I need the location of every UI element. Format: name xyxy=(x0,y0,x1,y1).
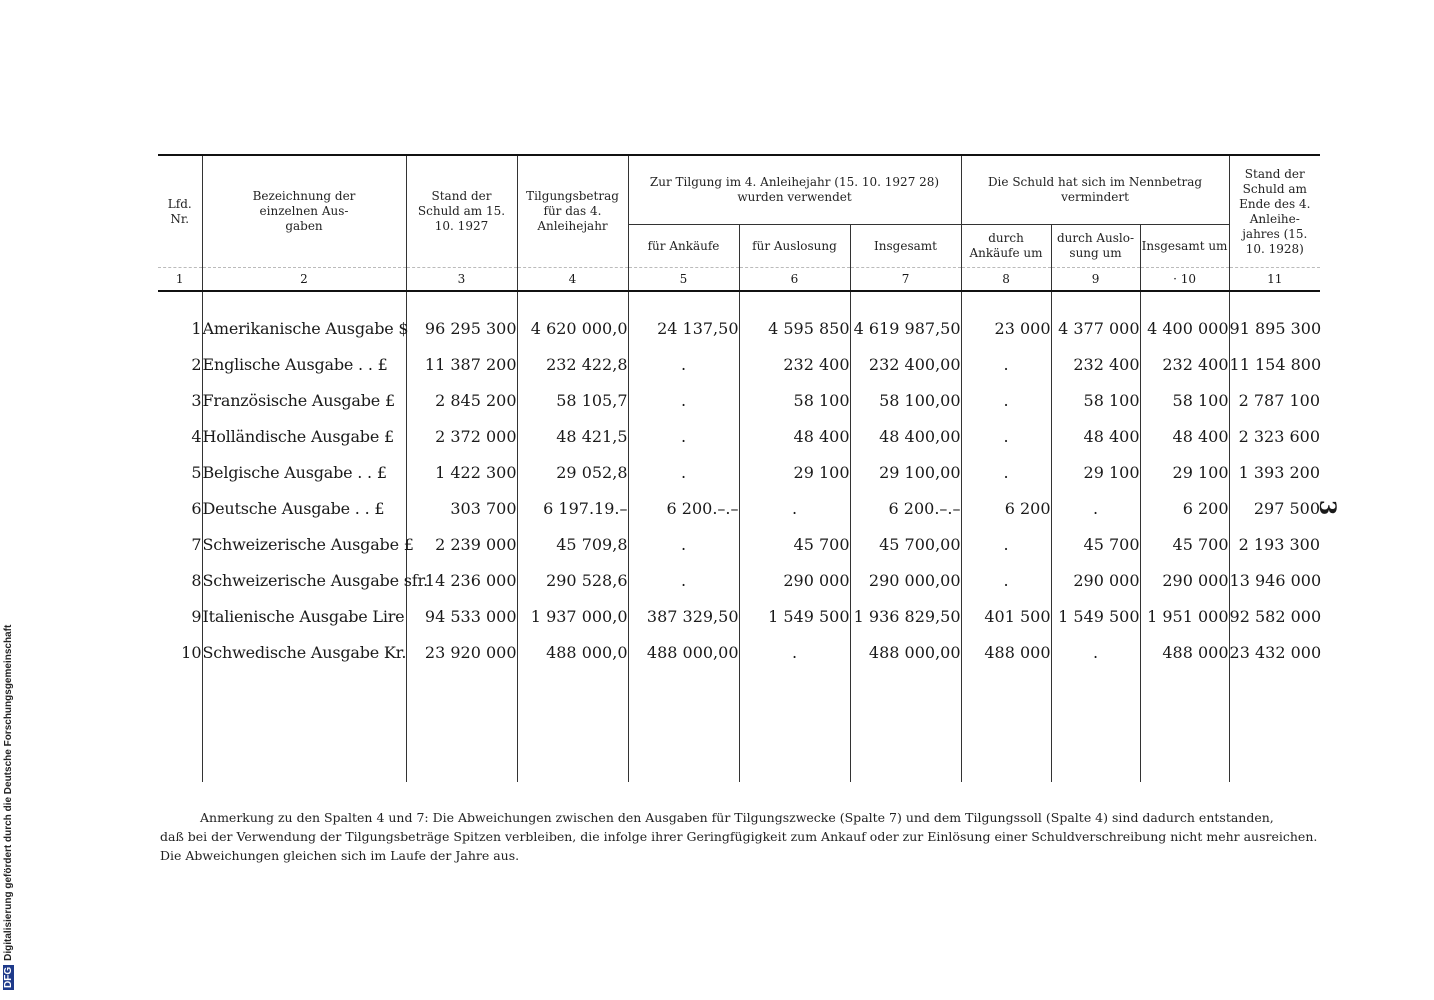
column-number: 6 xyxy=(739,268,850,292)
debt-table xyxy=(158,154,1320,782)
row-insgesamt-um: 45 700 xyxy=(1140,526,1229,562)
row-ende: 2 323 600 xyxy=(1229,418,1320,454)
row-insgesamt: 29 100,00 xyxy=(850,454,961,490)
row-nr: 1 xyxy=(191,318,202,338)
table-row xyxy=(158,418,1320,454)
row-stand: 94 533 000 xyxy=(406,598,517,634)
column-number: 5 xyxy=(628,268,739,292)
row-nr: 8 xyxy=(191,570,202,590)
page-number: 3 xyxy=(1314,500,1340,516)
column-number: 4 xyxy=(517,268,628,292)
row-ende: 92 582 000 xyxy=(1229,598,1320,634)
row-stand: 1 422 300 xyxy=(406,454,517,490)
row-ende: 297 500 xyxy=(1229,490,1320,526)
footnote-line: Die Abweichungen gleichen sich im Laufe der Jahre aus. xyxy=(160,848,520,863)
row-name: Italienische Ausgabe Lire xyxy=(202,598,406,634)
row-insgesamt: 48 400,00 xyxy=(850,418,961,454)
table-row xyxy=(158,598,1320,634)
row-insgesamt-um: 488 000 xyxy=(1140,634,1229,670)
row-stand: 2 845 200 xyxy=(406,382,517,418)
row-insgesamt: 58 100,00 xyxy=(850,382,961,418)
row-ende: 2 787 100 xyxy=(1229,382,1320,418)
row-name: Englische Ausgabe . . £ xyxy=(202,346,406,382)
row-auslosung: 1 549 500 xyxy=(739,598,850,634)
row-durch-auslosung: 29 100 xyxy=(1051,454,1140,490)
row-durch-ankaeufe: . xyxy=(961,562,1051,598)
row-insgesamt-um: 290 000 xyxy=(1140,562,1229,598)
row-durch-ankaeufe: . xyxy=(961,526,1051,562)
row-tilgung: 1 937 000,0 xyxy=(517,598,628,634)
header-durch-ankaeufe: durch Ankäufe um xyxy=(961,225,1051,268)
row-ende: 91 895 300 xyxy=(1229,291,1320,346)
row-tilgung: 232 422,8 xyxy=(517,346,628,382)
row-ende: 11 154 800 xyxy=(1229,346,1320,382)
table-row xyxy=(158,291,1320,346)
row-tilgung: 4 620 000,0 xyxy=(517,291,628,346)
row-ende: 2 193 300 xyxy=(1229,526,1320,562)
row-insgesamt-um: 1 951 000 xyxy=(1140,598,1229,634)
row-nr: 9 xyxy=(191,606,202,626)
row-durch-auslosung: 290 000 xyxy=(1051,562,1140,598)
header-insgesamt-um: Insgesamt um xyxy=(1140,225,1229,268)
row-insgesamt-um: 4 400 000 xyxy=(1140,291,1229,346)
row-auslosung: 58 100 xyxy=(739,382,850,418)
row-insgesamt: 232 400,00 xyxy=(850,346,961,382)
row-durch-auslosung: 45 700 xyxy=(1051,526,1140,562)
row-durch-auslosung: . xyxy=(1051,490,1140,526)
row-tilgung: 45 709,8 xyxy=(517,526,628,562)
row-auslosung: 290 000 xyxy=(739,562,850,598)
row-insgesamt-um: 29 100 xyxy=(1140,454,1229,490)
table-row xyxy=(158,382,1320,418)
row-stand: 2 239 000 xyxy=(406,526,517,562)
column-number: 7 xyxy=(850,268,961,292)
row-insgesamt: 45 700,00 xyxy=(850,526,961,562)
column-number: 8 xyxy=(961,268,1051,292)
row-nr: 3 xyxy=(191,390,202,410)
header-durch-auslosung: durch Auslo-sung um xyxy=(1051,225,1140,268)
row-insgesamt: 290 000,00 xyxy=(850,562,961,598)
row-name: Schweizerische Ausgabe sfr. xyxy=(202,562,406,598)
row-durch-ankaeufe: . xyxy=(961,454,1051,490)
row-nr: 6 xyxy=(191,498,202,518)
header-fuer-ankaeufe: für Ankäufe xyxy=(628,225,739,268)
footnote xyxy=(160,808,1320,865)
table-row xyxy=(158,526,1320,562)
row-insgesamt: 4 619 987,50 xyxy=(850,291,961,346)
row-auslosung: 232 400 xyxy=(739,346,850,382)
table-row xyxy=(158,454,1320,490)
header-fuer-auslosung: für Auslosung xyxy=(739,225,850,268)
row-ankaeufe: . xyxy=(628,526,739,562)
row-ankaeufe: . xyxy=(628,418,739,454)
row-tilgung: 48 421,5 xyxy=(517,418,628,454)
row-ende: 23 432 000 xyxy=(1229,634,1320,670)
row-ankaeufe: 6 200.–.– xyxy=(628,490,739,526)
header-tilgung-group: Zur Tilgung im 4. Anleihejahr (15. 10. 1927 28) wurden verwendet xyxy=(628,155,961,225)
row-nr: 7 xyxy=(191,534,202,554)
row-tilgung: 488 000,0 xyxy=(517,634,628,670)
row-stand: 23 920 000 xyxy=(406,634,517,670)
row-ankaeufe: 24 137,50 xyxy=(628,291,739,346)
row-tilgung: 29 052,8 xyxy=(517,454,628,490)
side-credit xyxy=(3,625,14,990)
row-durch-ankaeufe: . xyxy=(961,418,1051,454)
row-durch-auslosung: 48 400 xyxy=(1051,418,1140,454)
side-credit-text: Digitalisierung gefördert durch die Deutsche Forschungsgemeinschaft xyxy=(3,624,14,961)
row-name: Schweizerische Ausgabe £ xyxy=(202,526,406,562)
row-insgesamt: 1 936 829,50 xyxy=(850,598,961,634)
column-number: 1 xyxy=(158,268,202,292)
row-tilgung: 58 105,7 xyxy=(517,382,628,418)
row-nr: 5 xyxy=(191,462,202,482)
row-ankaeufe: . xyxy=(628,346,739,382)
row-durch-auslosung: . xyxy=(1051,634,1140,670)
row-name: Holländische Ausgabe £ xyxy=(202,418,406,454)
row-stand: 11 387 200 xyxy=(406,346,517,382)
row-name: Deutsche Ausgabe . . £ xyxy=(202,490,406,526)
table-row xyxy=(158,562,1320,598)
row-ankaeufe: 387 329,50 xyxy=(628,598,739,634)
row-nr: 4 xyxy=(191,426,202,446)
row-durch-ankaeufe: 401 500 xyxy=(961,598,1051,634)
row-name: Belgische Ausgabe . . £ xyxy=(202,454,406,490)
row-name: Französische Ausgabe £ xyxy=(202,382,406,418)
row-insgesamt-um: 58 100 xyxy=(1140,382,1229,418)
row-ende: 1 393 200 xyxy=(1229,454,1320,490)
table-filler-row xyxy=(158,670,1320,782)
row-auslosung: 48 400 xyxy=(739,418,850,454)
header-lfd-nr: Lfd. Nr. xyxy=(158,155,202,268)
row-insgesamt-um: 48 400 xyxy=(1140,418,1229,454)
row-ankaeufe: 488 000,00 xyxy=(628,634,739,670)
row-durch-ankaeufe: . xyxy=(961,382,1051,418)
row-stand: 14 236 000 xyxy=(406,562,517,598)
row-name: Schwedische Ausgabe Kr. xyxy=(202,634,406,670)
row-insgesamt-um: 232 400 xyxy=(1140,346,1229,382)
table-row xyxy=(158,634,1320,670)
row-auslosung: 4 595 850 xyxy=(739,291,850,346)
row-tilgung: 290 528,6 xyxy=(517,562,628,598)
row-auslosung: . xyxy=(739,490,850,526)
row-auslosung: 29 100 xyxy=(739,454,850,490)
row-ankaeufe: . xyxy=(628,454,739,490)
header-stand: Stand der Schuld am 15. 10. 1927 xyxy=(406,155,517,268)
row-durch-auslosung: 4 377 000 xyxy=(1051,291,1140,346)
row-ankaeufe: . xyxy=(628,382,739,418)
column-number: 11 xyxy=(1229,268,1320,292)
row-durch-ankaeufe: . xyxy=(961,346,1051,382)
footnote-line: daß bei der Verwendung der Tilgungsbeträge Spitzen verbleiben, die infolge ihrer Geringfügigkeit zum Ankauf oder zur Einlösung einer Schuldverschreibung nicht mehr ausreichen. xyxy=(160,829,1318,844)
row-durch-ankaeufe: 6 200 xyxy=(961,490,1051,526)
row-name: Amerikanische Ausgabe $ xyxy=(202,291,406,346)
table-row xyxy=(158,490,1320,526)
row-auslosung: 45 700 xyxy=(739,526,850,562)
row-stand: 303 700 xyxy=(406,490,517,526)
row-nr: 10 xyxy=(181,642,202,662)
row-durch-ankaeufe: 23 000 xyxy=(961,291,1051,346)
row-tilgung: 6 197.19.– xyxy=(517,490,628,526)
row-durch-ankaeufe: 488 000 xyxy=(961,634,1051,670)
row-insgesamt: 6 200.–.– xyxy=(850,490,961,526)
row-stand: 96 295 300 xyxy=(406,291,517,346)
column-number: 3 xyxy=(406,268,517,292)
row-insgesamt-um: 6 200 xyxy=(1140,490,1229,526)
header-bezeichnung: Bezeichnung der einzelnen Aus-gaben xyxy=(202,155,406,268)
row-durch-auslosung: 232 400 xyxy=(1051,346,1140,382)
column-number: 9 xyxy=(1051,268,1140,292)
footnote-line: Anmerkung zu den Spalten 4 und 7: Die Abweichungen zwischen den Ausgaben für Tilgungszwecke (Spalte 7) und dem Tilgungssoll (Spalte 4) sind dadurch entstanden, xyxy=(200,810,1274,825)
row-durch-auslosung: 58 100 xyxy=(1051,382,1140,418)
header-tilgungsbetrag: Tilgungsbetrag für das 4. Anleihejahr xyxy=(517,155,628,268)
row-nr: 2 xyxy=(191,354,202,374)
row-insgesamt: 488 000,00 xyxy=(850,634,961,670)
column-number: · 10 xyxy=(1140,268,1229,292)
row-ende: 13 946 000 xyxy=(1229,562,1320,598)
row-auslosung: . xyxy=(739,634,850,670)
header-vermindert-group: Die Schuld hat sich im Nennbetrag vermindert xyxy=(961,155,1229,225)
row-ankaeufe: . xyxy=(628,562,739,598)
table-row xyxy=(158,346,1320,382)
row-stand: 2 372 000 xyxy=(406,418,517,454)
column-number: 2 xyxy=(202,268,406,292)
row-durch-auslosung: 1 549 500 xyxy=(1051,598,1140,634)
header-stand-ende: Stand der Schuld am Ende des 4. Anleihe-jahres (15. 10. 1928) xyxy=(1229,155,1320,268)
dfg-logo: DFG xyxy=(3,966,14,988)
header-insgesamt: Insgesamt xyxy=(850,225,961,268)
